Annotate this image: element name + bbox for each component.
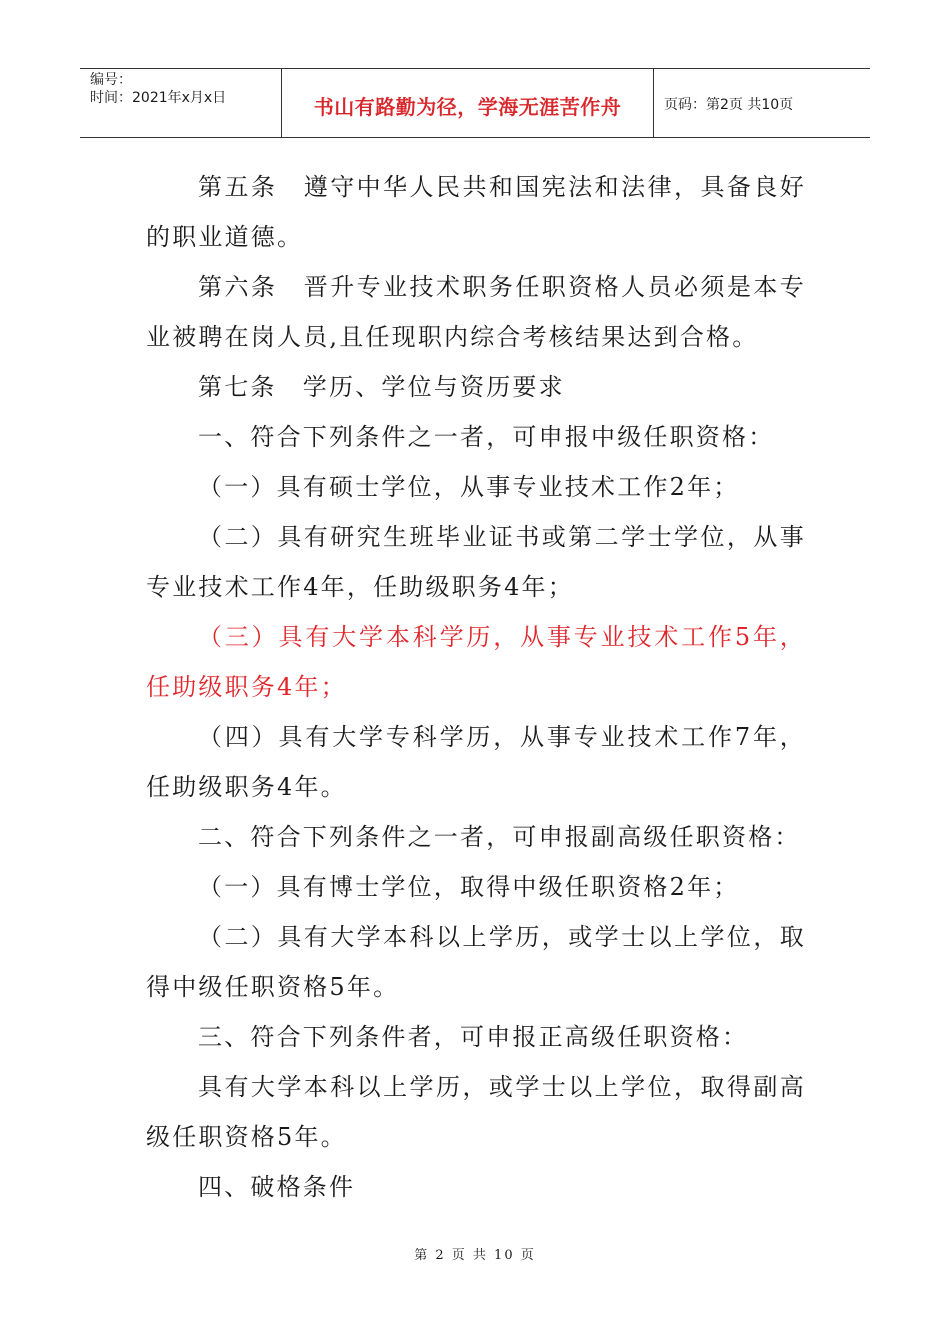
article-5: 第五条 遵守中华人民共和国宪法和法律，具备良好的职业道德。: [146, 173, 806, 251]
document-body: [146, 162, 806, 1212]
section-3-body: 具有大学本科以上学历，或学士以上学位，取得副高级任职资格5年。: [146, 1073, 806, 1151]
article-6: 第六条 晋升专业技术职务任职资格人员必须是本专业被聘在岗人员,且任现职内综合考核结果达到合格。: [146, 273, 806, 351]
section-1-item-3-highlighted: （三）具有大学本科学历，从事专业技术工作5年，任助级职务4年；: [146, 623, 806, 701]
section-2-item-2: （二）具有大学本科以上学历，或学士以上学位，取得中级任职资格5年。: [146, 923, 806, 1001]
document-header: [80, 68, 870, 138]
document-number-label: 编号：: [90, 72, 132, 88]
document-time-label: 时间：2021年x月x日: [90, 90, 227, 106]
section-1-item-2: （二）具有研究生班毕业证书或第二学士学位，从事专业技术工作4年，任助级职务4年；: [146, 523, 806, 601]
section-1-heading: 一、符合下列条件之一者，可申报中级任职资格：: [198, 423, 775, 451]
section-3-heading: 三、符合下列条件者，可申报正高级任职资格：: [198, 1023, 749, 1051]
section-1-item-1: （一）具有硕士学位，从事专业技术工作2年；: [198, 473, 740, 501]
header-motto: 书山有路勤为径，学海无涯苦作舟: [282, 69, 654, 137]
page-footer: 第 2 页 共 10 页: [414, 1248, 536, 1263]
section-2-item-1: （一）具有博士学位，取得中级任职资格2年；: [198, 873, 740, 901]
article-7-heading: 第七条 学历、学位与资历要求: [198, 373, 565, 401]
header-meta-cell: [80, 69, 282, 137]
section-1-item-4: （四）具有大学专科学历，从事专业技术工作7年，任助级职务4年。: [146, 723, 806, 801]
section-2-heading: 二、符合下列条件之一者，可申报副高级任职资格：: [198, 823, 801, 851]
header-page-info: 页码：第2页 共10页: [664, 97, 794, 113]
section-4-heading: 四、破格条件: [198, 1173, 356, 1201]
